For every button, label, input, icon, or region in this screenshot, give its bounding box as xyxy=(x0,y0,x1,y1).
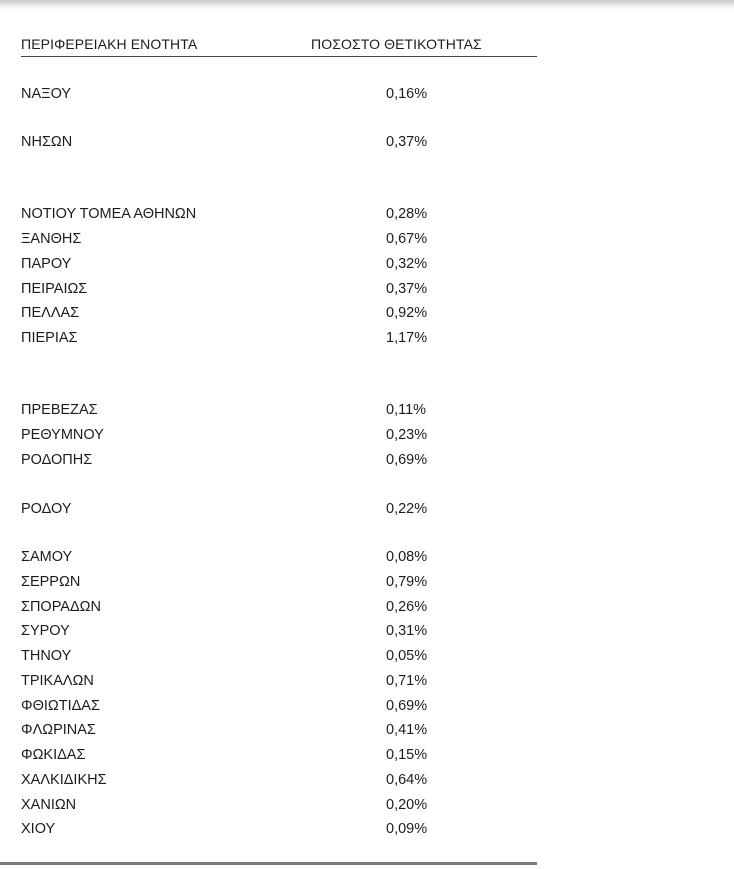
table-row xyxy=(21,696,537,716)
region-name: ΝΑΞΟΥ xyxy=(21,86,72,102)
table-row xyxy=(21,745,537,765)
region-name: ΠΡΕΒΕΖΑΣ xyxy=(21,402,98,418)
table-row xyxy=(21,597,537,617)
region-name: ΦΩΚΙΔΑΣ xyxy=(21,747,86,763)
region-name: ΦΘΙΩΤΙΔΑΣ xyxy=(21,698,100,714)
positivity-value: 0,23% xyxy=(386,427,428,443)
table-row xyxy=(21,229,537,249)
region-name: ΠΕΙΡΑΙΩΣ xyxy=(21,281,88,297)
region-name: ΧΑΛΚΙΔΙΚΗΣ xyxy=(21,772,107,788)
region-name: ΦΛΩΡΙΝΑΣ xyxy=(21,722,96,738)
positivity-value: 0,20% xyxy=(386,797,428,813)
table-row xyxy=(21,328,537,348)
region-name: ΠΙΕΡΙΑΣ xyxy=(21,330,78,346)
positivity-value: 0,37% xyxy=(386,281,428,297)
positivity-value: 0,08% xyxy=(386,549,428,565)
table-row xyxy=(21,621,537,641)
region-name: ΤΡΙΚΑΛΩΝ xyxy=(21,673,94,689)
positivity-value: 0,71% xyxy=(386,673,428,689)
table-row xyxy=(21,499,537,519)
region-name: ΠΕΛΛΑΣ xyxy=(21,305,80,321)
top-shadow xyxy=(0,0,734,10)
positivity-value: 0,69% xyxy=(386,452,428,468)
region-name: ΤΗΝΟΥ xyxy=(21,648,72,664)
positivity-value: 0,22% xyxy=(386,501,428,517)
region-name: ΝΟΤΙΟΥ ΤΟΜΕΑ ΑΘΗΝΩΝ xyxy=(21,206,197,222)
table-row xyxy=(21,572,537,592)
positivity-value: 0,69% xyxy=(386,698,428,714)
positivity-value: 0,26% xyxy=(386,599,428,615)
region-name: ΠΑΡΟΥ xyxy=(21,256,72,272)
table-row xyxy=(21,646,537,666)
positivity-value: 1,17% xyxy=(386,330,428,346)
region-name: ΣΠΟΡΑΔΩΝ xyxy=(21,599,101,615)
table-row xyxy=(21,450,537,470)
table-row xyxy=(21,819,537,839)
header-region: ΠΕΡΙΦΕΡΕΙΑΚΗ ΕΝΟΤΗΤΑ xyxy=(21,36,198,52)
region-name: ΧΙΟΥ xyxy=(21,821,56,837)
table-row xyxy=(21,770,537,790)
table-row xyxy=(21,84,537,104)
positivity-value: 0,15% xyxy=(386,747,428,763)
positivity-value: 0,05% xyxy=(386,648,428,664)
header-percent: ΠΟΣΟΣΤΟ ΘΕΤΙΚΟΤΗΤΑΣ xyxy=(311,36,482,52)
positivity-value: 0,92% xyxy=(386,305,428,321)
table-row xyxy=(21,254,537,274)
positivity-value: 0,79% xyxy=(386,574,428,590)
region-name: ΞΑΝΘΗΣ xyxy=(21,231,82,247)
positivity-value: 0,09% xyxy=(386,821,428,837)
region-name: ΡΟΔΟΠΗΣ xyxy=(21,452,93,468)
table-row xyxy=(21,720,537,740)
table-row xyxy=(21,400,537,420)
bottom-divider xyxy=(0,862,537,865)
table-row xyxy=(21,795,537,815)
region-name: ΧΑΝΙΩΝ xyxy=(21,797,77,813)
region-name: ΣΑΜΟΥ xyxy=(21,549,73,565)
table-row xyxy=(21,547,537,567)
table-row xyxy=(21,279,537,299)
region-name: ΣΥΡΟΥ xyxy=(21,623,70,639)
positivity-value: 0,28% xyxy=(386,206,428,222)
region-name: ΝΗΣΩΝ xyxy=(21,134,73,150)
table-row xyxy=(21,671,537,691)
table-row xyxy=(21,204,537,224)
table-row xyxy=(21,132,537,152)
positivity-value: 0,64% xyxy=(386,772,428,788)
positivity-value: 0,32% xyxy=(386,256,428,272)
positivity-value: 0,16% xyxy=(386,86,428,102)
positivity-value: 0,31% xyxy=(386,623,428,639)
header-divider xyxy=(21,56,537,57)
positivity-value: 0,37% xyxy=(386,134,428,150)
table-row xyxy=(21,303,537,323)
table-header xyxy=(21,36,537,56)
region-name: ΡΕΘΥΜΝΟΥ xyxy=(21,427,104,443)
region-name: ΡΟΔΟΥ xyxy=(21,501,72,517)
region-name: ΣΕΡΡΩΝ xyxy=(21,574,81,590)
positivity-value: 0,67% xyxy=(386,231,428,247)
table-row xyxy=(21,425,537,445)
positivity-value: 0,41% xyxy=(386,722,428,738)
positivity-value: 0,11% xyxy=(386,402,427,418)
